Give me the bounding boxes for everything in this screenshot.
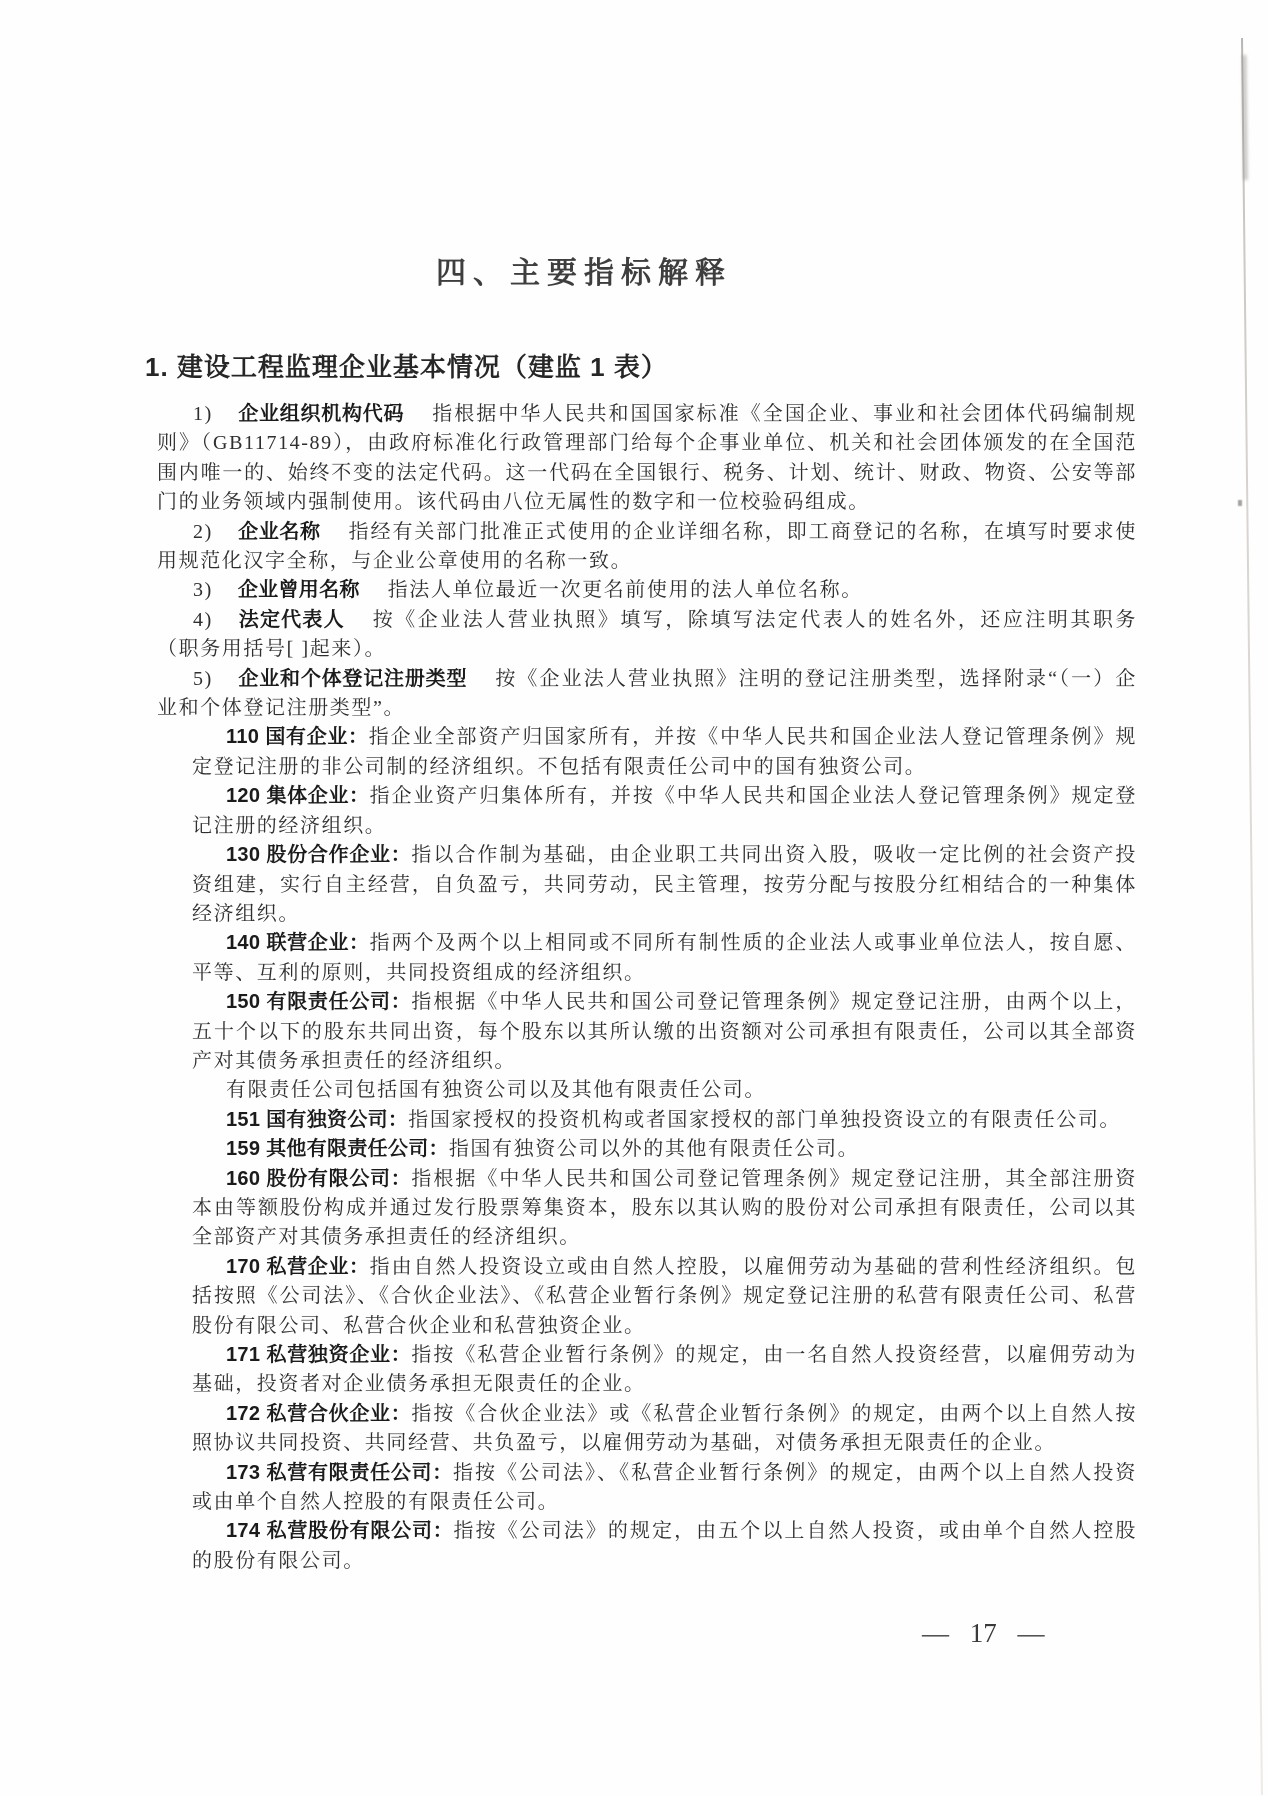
- paragraph-text: 指由自然人投资设立或由自然人控股，以雇佣劳动为基础的营利性经济组织。包括按照《公司法》、《合伙企业法》、《私营企业暂行条例》规定登记注册的私营有限责任公司、私营股份有限公司、私营合伙企业和私营独资企业。: [192, 1255, 1137, 1337]
- paragraph-text: 指按《私营企业暂行条例》的规定，由一名自然人投资经营，以雇佣劳动为基础，投资者对企业债务承担无限责任的企业。: [192, 1344, 1137, 1396]
- paragraph: [192, 1400, 1137, 1459]
- paragraph: [157, 606, 1137, 665]
- paragraph-term: 110 国有企业：: [226, 726, 369, 749]
- page-title: 四、主要指标解释: [436, 257, 732, 290]
- paragraph-number: 2): [193, 520, 213, 543]
- paragraph-term: 173 私营有限责任公司：: [226, 1461, 453, 1484]
- paragraph-text: 按《企业法人营业执照》注明的登记注册类型，选择附录“（一）企业和个体登记注册类型”。: [157, 667, 1137, 720]
- paragraph-text: 按《企业法人营业执照》填写，除填写法定代表人的姓名外，还应注明其职务（职务用括号[ ]起来）。: [157, 608, 1137, 661]
- paragraph-term: 159 其他有限责任公司：: [226, 1138, 449, 1161]
- paragraph: [157, 576, 1137, 605]
- paragraph-term: 150 有限责任公司：: [226, 991, 412, 1014]
- paragraph-text: 指国有独资公司以外的其他有限责任公司。: [448, 1138, 860, 1161]
- paragraph-number: 1): [193, 403, 213, 425]
- paragraph-term: 171 私营独资企业：: [226, 1344, 412, 1366]
- paragraph-text: 有限责任公司包括国有独资公司以及其他有限责任公司。: [226, 1079, 766, 1102]
- paragraph: [192, 1106, 1137, 1135]
- section-heading: 1. 建设工程监理企业基本情况（建监 1 表）: [145, 352, 668, 382]
- scan-artifact-line: [1241, 38, 1263, 1795]
- paragraph-text: 指以合作制为基础，由企业职工共同出资入股，吸收一定比例的社会资产投资组建，实行自主经营，自负盈亏，共同劳动，民主管理，按劳分配与按股分红相结合的一种集体经济组织。: [192, 844, 1137, 925]
- paragraph-text: 指根据中华人民共和国国家标准《全国企业、事业和社会团体代码编制规则》（GB11714-89），由政府标准化行政管理部门给每个企事业单位、机关和社会团体颁发的在全国范围内唯一的、始终不变的法定代码。这一代码在全国银行、税务、计划、统计、财政、物资、公安等部门的业务领域内强制使用。该代码由八位无属性的数字和一位校验码组成。: [157, 403, 1137, 514]
- document-body: [157, 400, 1137, 1576]
- scan-artifact-dot: [1238, 500, 1242, 506]
- paragraph: [157, 400, 1137, 518]
- paragraph: [192, 1459, 1137, 1518]
- paragraph-term: 130 股份合作企业：: [226, 844, 412, 867]
- paragraph: [192, 988, 1137, 1076]
- paragraph-text: 指按《公司法》、《私营企业暂行条例》的规定，由两个以上自然人投资或由单个自然人控股的有限责任公司。: [192, 1461, 1137, 1514]
- paragraph-term: 140 联营企业：: [226, 932, 370, 955]
- paragraph-term: 企业和个体登记注册类型: [237, 667, 468, 690]
- paragraph-text: 指根据《中华人民共和国公司登记管理条例》规定登记注册，其全部注册资本由等额股份构成并通过发行股票筹集资本，股东以其认购的股份对公司承担有限责任，公司以其全部资产对其债务承担责任的经济组织。: [192, 1167, 1137, 1249]
- paragraph-term: 170 私营企业：: [226, 1255, 370, 1278]
- paragraph-text: 指按《合伙企业法》或《私营企业暂行条例》的规定，由两个以上自然人按照协议共同投资、共同经营、共负盈亏，以雇佣劳动为基础，对债务承担无限责任的企业。: [192, 1402, 1137, 1455]
- paragraph-term: 151 国有独资公司：: [226, 1108, 409, 1131]
- paragraph-term: 企业组织机构代码: [237, 403, 405, 425]
- paragraph-term: 160 股份有限公司：: [226, 1167, 412, 1190]
- page-number: — 17 —: [922, 1618, 1045, 1648]
- paragraph: [192, 782, 1137, 841]
- paragraph-number: 3): [193, 579, 213, 602]
- paragraph-term: 174 私营股份有限公司：: [226, 1520, 454, 1543]
- paragraph-text: 指两个及两个以上相同或不同所有制性质的企业法人或事业单位法人，按自愿、平等、互利的原则，共同投资组成的经济组织。: [192, 932, 1137, 984]
- paragraph-text: 指按《公司法》的规定，由五个以上自然人投资，或由单个自然人控股的股份有限公司。: [192, 1520, 1137, 1572]
- paragraph-term: 企业曾用名称: [237, 579, 360, 602]
- paragraph-term: 法定代表人: [237, 608, 345, 631]
- paragraph-text: 指经有关部门批准正式使用的企业详细名称，即工商登记的名称，在填写时要求使用规范化汉字全称，与企业公章使用的名称一致。: [157, 520, 1137, 573]
- paragraph: [192, 1253, 1137, 1341]
- paragraph: [157, 518, 1137, 577]
- paragraph: [192, 929, 1137, 988]
- paragraph-term: 120 集体企业：: [226, 785, 370, 808]
- paragraph: [192, 1165, 1137, 1253]
- paragraph-term: 企业名称: [237, 520, 321, 543]
- paragraph-text: 指企业全部资产归国家所有，并按《中华人民共和国企业法人登记管理条例》规定登记注册的非公司制的经济组织。不包括有限责任公司中的国有独资公司。: [192, 726, 1138, 778]
- paragraph-text: 指国家授权的投资机构或者国家授权的部门单独投资设立的有限责任公司。: [408, 1108, 1122, 1131]
- paragraph-text: 指法人单位最近一次更名前使用的法人单位名称。: [387, 579, 863, 602]
- paragraph-number: 5): [193, 667, 213, 690]
- paragraph-number: 4): [193, 608, 213, 631]
- paragraph: [192, 1135, 1137, 1164]
- paragraph: [192, 723, 1137, 782]
- paragraph: [192, 1341, 1137, 1400]
- paragraph-term: 172 私营合伙企业：: [226, 1402, 412, 1425]
- scan-artifact-smudge: [1242, 55, 1247, 180]
- paragraph: [192, 841, 1137, 929]
- paragraph: [192, 1076, 1137, 1105]
- paragraph: [192, 1517, 1137, 1576]
- paragraph-text: 指企业资产归集体所有，并按《中华人民共和国企业法人登记管理条例》规定登记注册的经济组织。: [192, 785, 1137, 837]
- paragraph: [157, 665, 1137, 724]
- paragraph-text: 指根据《中华人民共和国公司登记管理条例》规定登记注册，由两个以上，五十个以下的股东共同出资，每个股东以其所认缴的出资额对公司承担有限责任，公司以其全部资产对其债务承担责任的经济组织。: [192, 991, 1137, 1072]
